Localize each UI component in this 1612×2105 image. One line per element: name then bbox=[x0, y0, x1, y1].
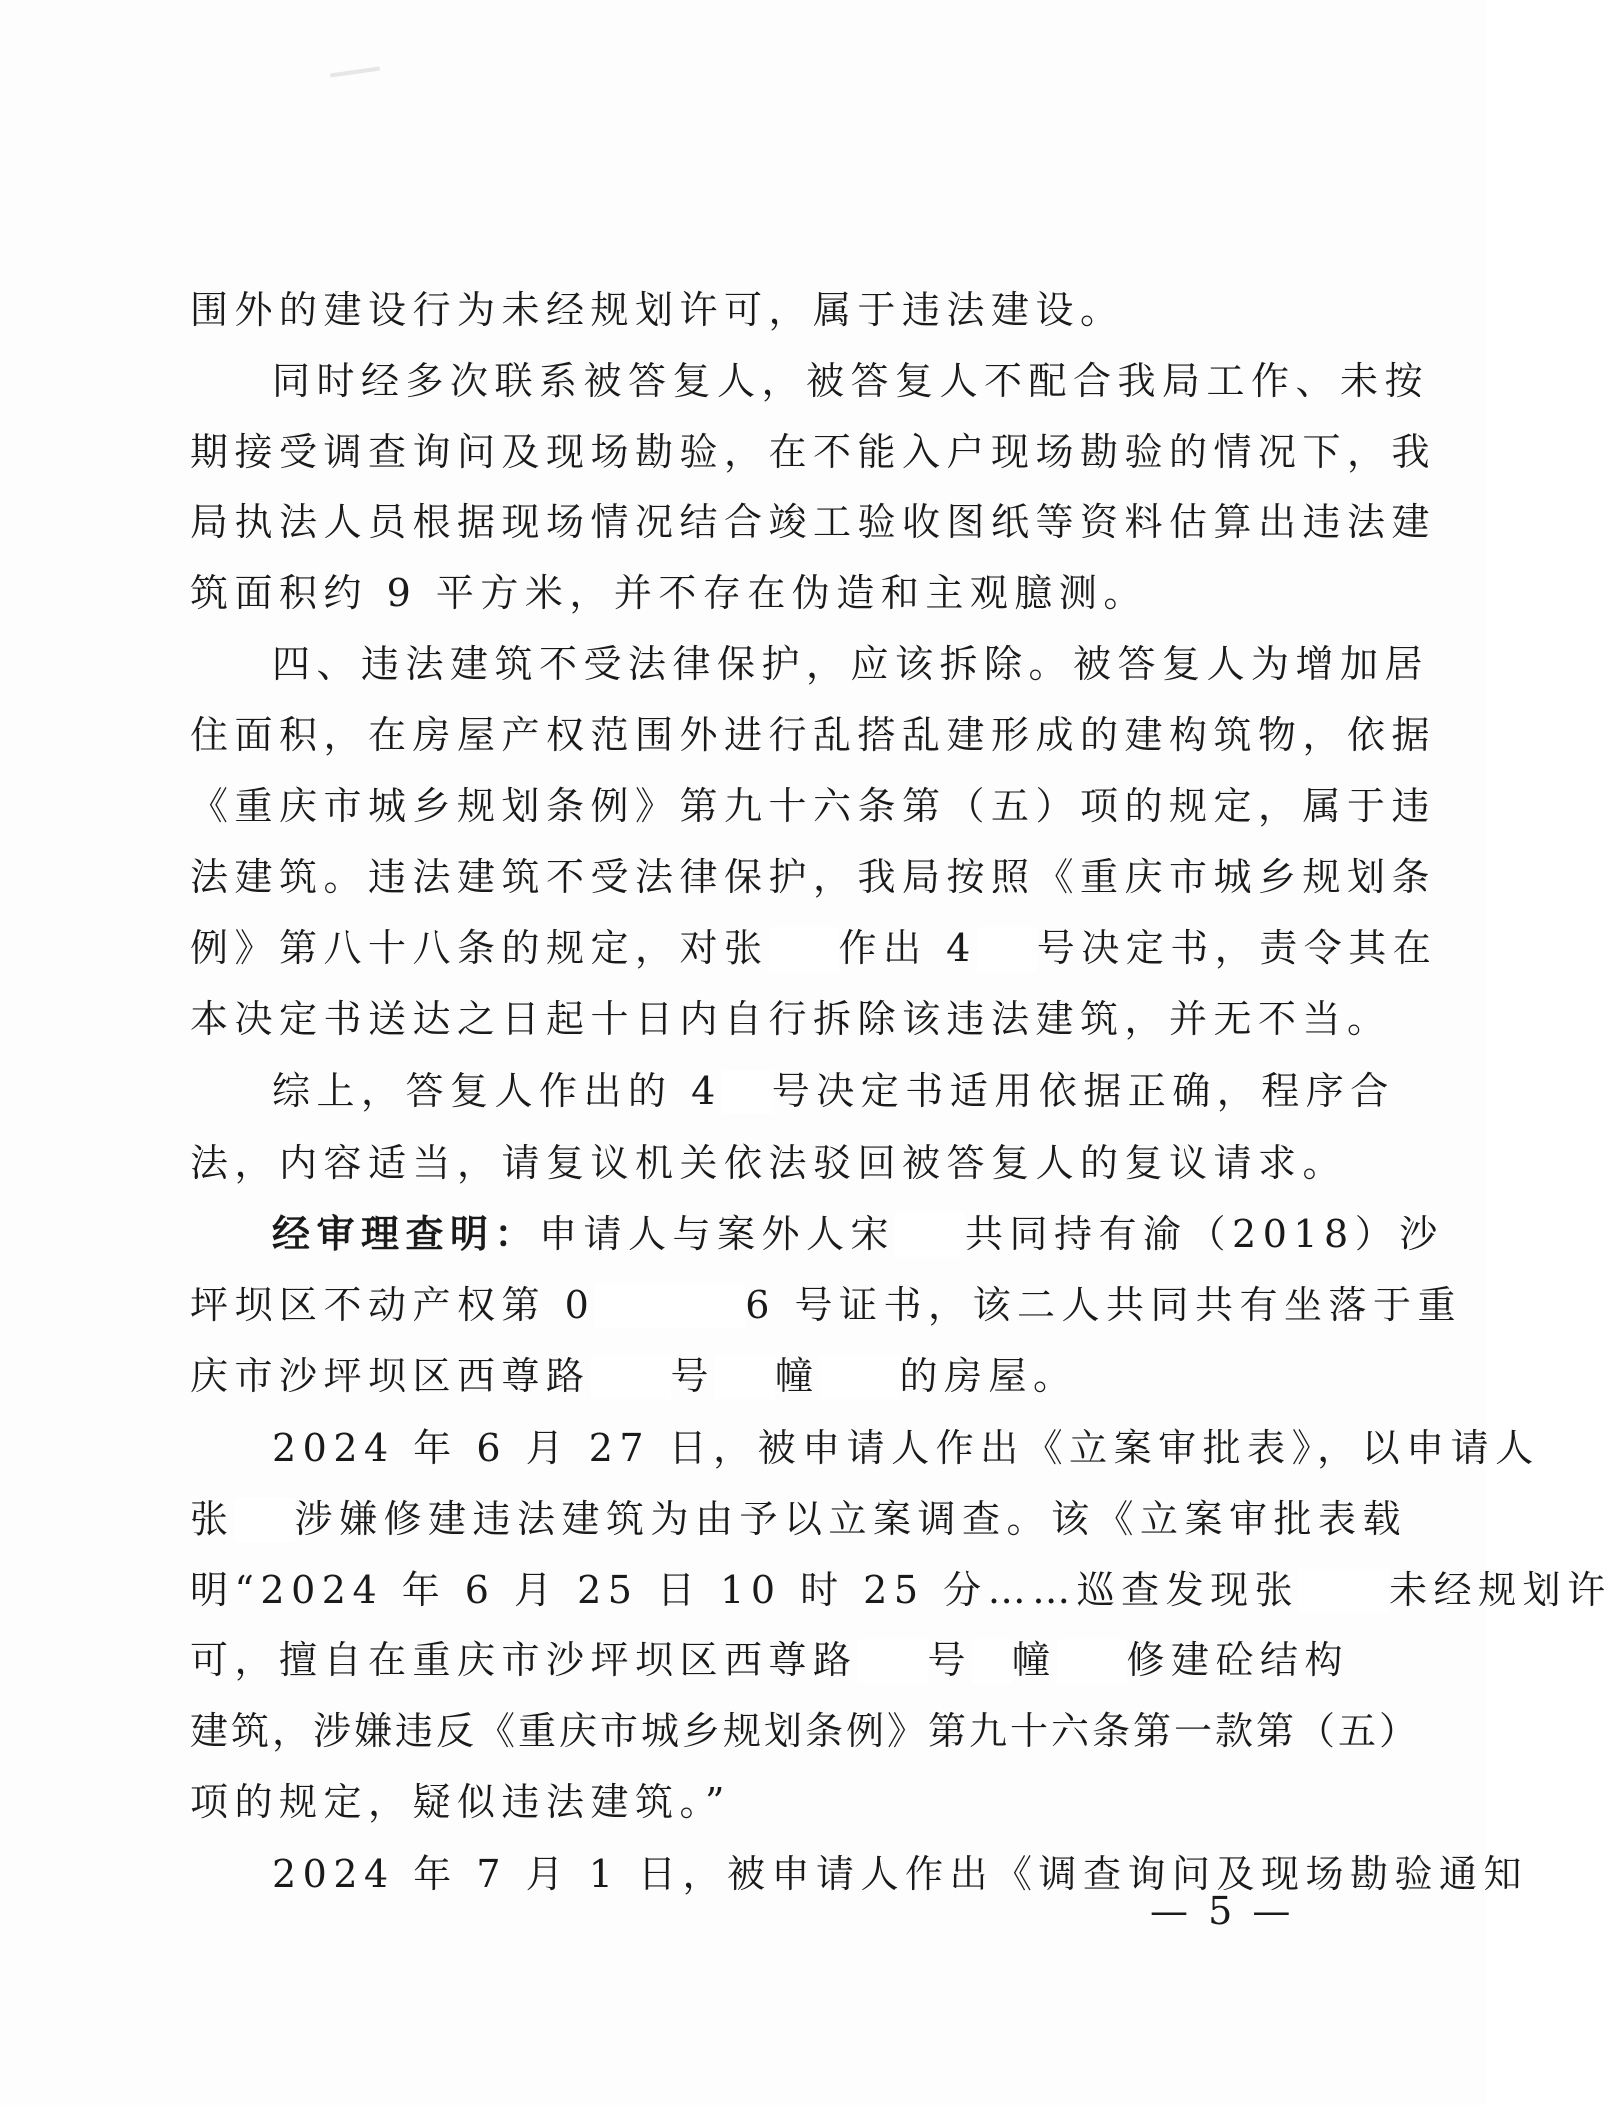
text-segment: 号 bbox=[670, 1354, 716, 1398]
text-segment: 6 号证书，该二人共同共有坐落于重 bbox=[745, 1283, 1463, 1327]
redaction-box bbox=[235, 1498, 295, 1542]
text-line bbox=[272, 1061, 1395, 1121]
scan-artifact bbox=[330, 67, 380, 78]
text-line: 项的规定，疑似违法建筑。” bbox=[190, 1780, 731, 1824]
text-segment: 的房屋。 bbox=[899, 1354, 1078, 1398]
redaction-box bbox=[1299, 1569, 1389, 1613]
text-segment: 号决定书适用依据正确，程序合 bbox=[771, 1069, 1395, 1113]
text-segment: 综上，答复人作出的 4 bbox=[272, 1069, 722, 1113]
text-line: 2024 年 7 月 1 日，被申请人作出《调查询问及现场勘验通知 bbox=[272, 1852, 1528, 1896]
text-segment: 未经规划许 bbox=[1389, 1568, 1612, 1612]
finding-heading: 经审理查明： bbox=[272, 1211, 540, 1256]
text-line: 法，内容适当，请复议机关依法驳回被答复人的复议请求。 bbox=[190, 1141, 1348, 1185]
redaction-box bbox=[595, 1284, 745, 1328]
text-line: 期接受调查询问及现场勘验，在不能入户现场勘验的情况下，我 bbox=[190, 430, 1437, 474]
text-segment: 涉嫌修建违法建筑为由予以立案调查。该《立案审批表载 bbox=[294, 1497, 1408, 1541]
text-line: 围外的建设行为未经规划许可，属于违法建设。 bbox=[190, 288, 1125, 332]
redaction-box bbox=[769, 927, 839, 971]
text-segment: 共同持有渝（2018）沙 bbox=[965, 1212, 1444, 1256]
text-segment: 幢 bbox=[775, 1354, 820, 1398]
text-line: 2024 年 6 月 27 日，被申请人作出《立案审批表》，以申请人 bbox=[272, 1426, 1540, 1470]
text-line bbox=[190, 1275, 1462, 1335]
redaction-box bbox=[591, 1355, 671, 1399]
text-line: 《重庆市城乡规划条例》第九十六条第（五）项的规定，属于违 bbox=[190, 784, 1437, 828]
redaction-box bbox=[895, 1213, 965, 1257]
redaction-box bbox=[858, 1639, 928, 1683]
redaction-box bbox=[977, 927, 1037, 971]
text-segment: 例》第八十八条的规定，对张 bbox=[190, 926, 769, 970]
text-segment: 号 bbox=[927, 1638, 973, 1682]
text-line bbox=[190, 1489, 1407, 1549]
page-number: — 5 — bbox=[1150, 1889, 1295, 1933]
text-segment: 张 bbox=[190, 1497, 235, 1541]
text-line bbox=[190, 918, 1437, 978]
redaction-box bbox=[820, 1355, 900, 1399]
text-segment: 申请人与案外人宋 bbox=[539, 1212, 896, 1256]
text-line: 建筑，涉嫌违反《重庆市城乡规划条例》第九十六条第一款第（五） bbox=[190, 1709, 1421, 1753]
redaction-box bbox=[972, 1639, 1012, 1683]
text-segment: 幢 bbox=[1012, 1638, 1057, 1682]
text-line: 法建筑。违法建筑不受法律保护，我局按照《重庆市城乡规划条 bbox=[190, 855, 1437, 899]
text-segment: 坪坝区不动产权第 0 bbox=[190, 1283, 596, 1327]
text-segment: 可，擅自在重庆市沙坪坝区西尊路 bbox=[190, 1638, 858, 1682]
text-line: 本决定书送达之日起十日内自行拆除该违法建筑，并无不当。 bbox=[190, 997, 1392, 1041]
text-line bbox=[190, 1346, 1078, 1406]
text-line bbox=[272, 1204, 1444, 1264]
redaction-box bbox=[715, 1355, 775, 1399]
text-line: 同时经多次联系被答复人，被答复人不配合我局工作、未按 bbox=[272, 359, 1430, 403]
text-line: 四、违法建筑不受法律保护，应该拆除。被答复人为增加居 bbox=[272, 642, 1430, 686]
text-segment: 庆市沙坪坝区西尊路 bbox=[190, 1354, 591, 1398]
text-segment: 作出 4 bbox=[838, 926, 977, 970]
text-segment: 修建砼结构 bbox=[1126, 1638, 1350, 1682]
text-line: 住面积，在房屋产权范围外进行乱搭乱建形成的建构筑物，依据 bbox=[190, 713, 1437, 757]
text-line bbox=[190, 1630, 1349, 1690]
text-segment: 明“2024 年 6 月 25 日 10 时 25 分……巡查发现张 bbox=[190, 1568, 1300, 1612]
redaction-box bbox=[1057, 1639, 1127, 1683]
text-line bbox=[190, 1560, 1612, 1620]
text-line: 局执法人员根据现场情况结合竣工验收图纸等资料估算出违法建 bbox=[190, 500, 1437, 544]
redaction-box bbox=[722, 1070, 772, 1114]
text-line: 筑面积约 9 平方米，并不存在伪造和主观臆测。 bbox=[190, 571, 1148, 615]
text-segment: 号决定书，责令其在 bbox=[1036, 926, 1438, 970]
